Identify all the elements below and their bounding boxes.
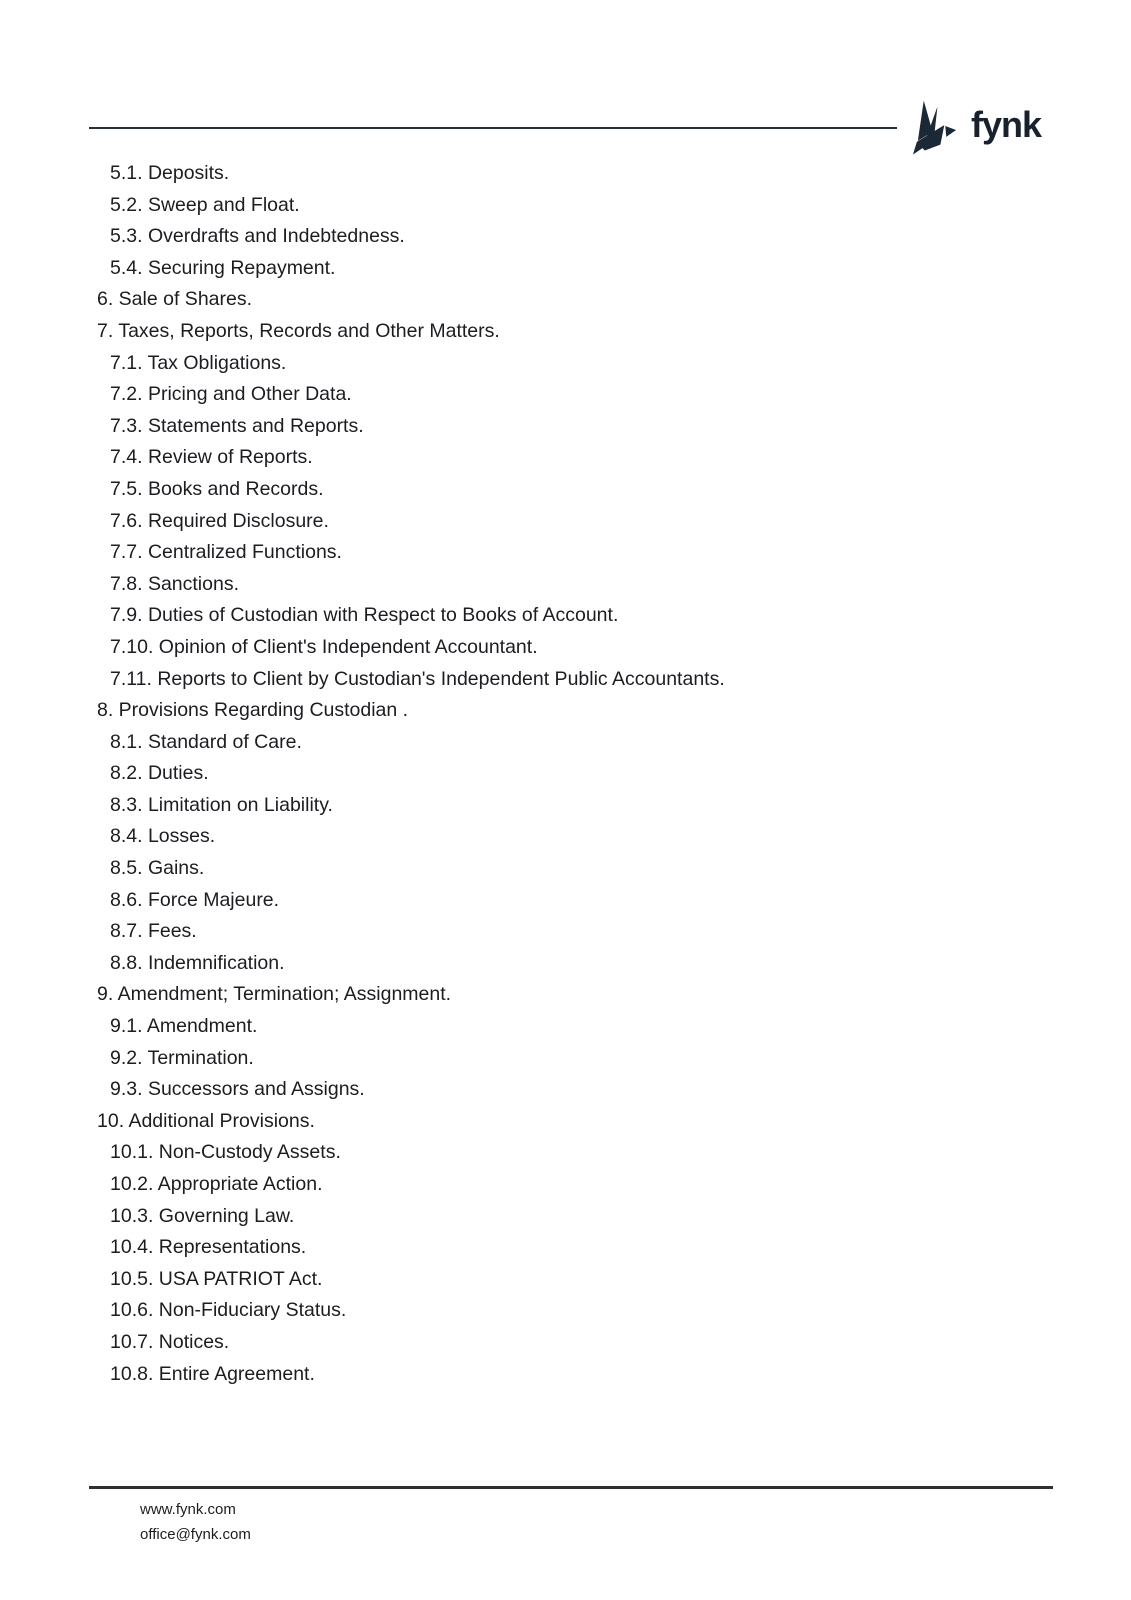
toc-item: 7.3. Statements and Reports. bbox=[110, 414, 364, 437]
header-divider bbox=[89, 127, 897, 129]
toc-item: 10.1. Non-Custody Assets. bbox=[110, 1141, 341, 1164]
footer-website: www.fynk.com bbox=[140, 1501, 236, 1518]
toc-item: 8.8. Indemnification. bbox=[110, 951, 285, 974]
toc-item: 10.6. Non-Fiduciary Status. bbox=[110, 1299, 347, 1322]
toc-item: 10. Additional Provisions. bbox=[97, 1109, 315, 1132]
toc-item: 9.3. Successors and Assigns. bbox=[110, 1078, 365, 1101]
toc-item: 8.7. Fees. bbox=[110, 920, 197, 943]
toc-item: 8.6. Force Majeure. bbox=[110, 888, 280, 911]
toc-item: 10.2. Appropriate Action. bbox=[110, 1173, 323, 1195]
toc-item: 6. Sale of Shares. bbox=[97, 288, 253, 311]
toc-item: 7.11. Reports to Client by Custodian's Independent Public Accountants. bbox=[110, 667, 725, 690]
toc-item: 10.8. Entire Agreement. bbox=[110, 1362, 315, 1385]
fynk-logo-text: fynk bbox=[970, 104, 1041, 145]
toc-item: 7.4. Review of Reports. bbox=[110, 446, 313, 469]
toc-item: 10.3. Governing Law. bbox=[110, 1204, 295, 1227]
toc-item: 7.7. Centralized Functions. bbox=[110, 541, 342, 564]
toc-item: 5.4. Securing Repayment. bbox=[110, 256, 336, 279]
toc-item: 5.1. Deposits. bbox=[110, 162, 230, 184]
footer-email: office@fynk.com bbox=[140, 1526, 251, 1543]
toc-item: 9.2. Termination. bbox=[110, 1046, 254, 1069]
toc-item: 8.5. Gains. bbox=[110, 857, 205, 880]
toc-item: 7.6. Required Disclosure. bbox=[110, 509, 329, 532]
toc-item: 8.2. Duties. bbox=[110, 762, 209, 785]
toc-item: 8. Provisions Regarding Custodian . bbox=[97, 699, 409, 722]
toc-item: 7.1. Tax Obligations. bbox=[110, 351, 287, 374]
toc-item: 10.4. Representations. bbox=[110, 1236, 307, 1259]
toc-item: 8.4. Losses. bbox=[110, 825, 216, 848]
toc-item: 7.2. Pricing and Other Data. bbox=[110, 383, 352, 406]
toc-item: 5.2. Sweep and Float. bbox=[110, 193, 300, 216]
toc-item: 5.3. Overdrafts and Indebtedness. bbox=[110, 225, 405, 248]
toc-item: 7.8. Sanctions. bbox=[110, 572, 239, 595]
toc-item: 7.5. Books and Records. bbox=[110, 477, 324, 500]
footer bbox=[140, 1497, 251, 1547]
toc-item: 7.9. Duties of Custodian with Respect to Books of Account. bbox=[110, 604, 619, 627]
toc-item: 8.1. Standard of Care. bbox=[110, 730, 302, 753]
toc-item: 10.7. Notices. bbox=[110, 1330, 230, 1353]
toc-item: 10.5. USA PATRIOT Act. bbox=[110, 1267, 323, 1290]
toc-item: 7. Taxes, Reports, Records and Other Matters. bbox=[97, 319, 500, 342]
toc-item: 8.3. Limitation on Liability. bbox=[110, 793, 333, 816]
footer-divider bbox=[89, 1486, 1053, 1489]
toc-item: 9.1. Amendment. bbox=[110, 1015, 258, 1038]
toc-list bbox=[0, 158, 1131, 1390]
toc-item: 7.10. Opinion of Client's Independent Accountant. bbox=[110, 635, 538, 658]
fynk-logo-bird-icon bbox=[912, 100, 959, 156]
fynk-logo bbox=[912, 100, 1041, 156]
toc-item: 9. Amendment; Termination; Assignment. bbox=[97, 983, 452, 1006]
